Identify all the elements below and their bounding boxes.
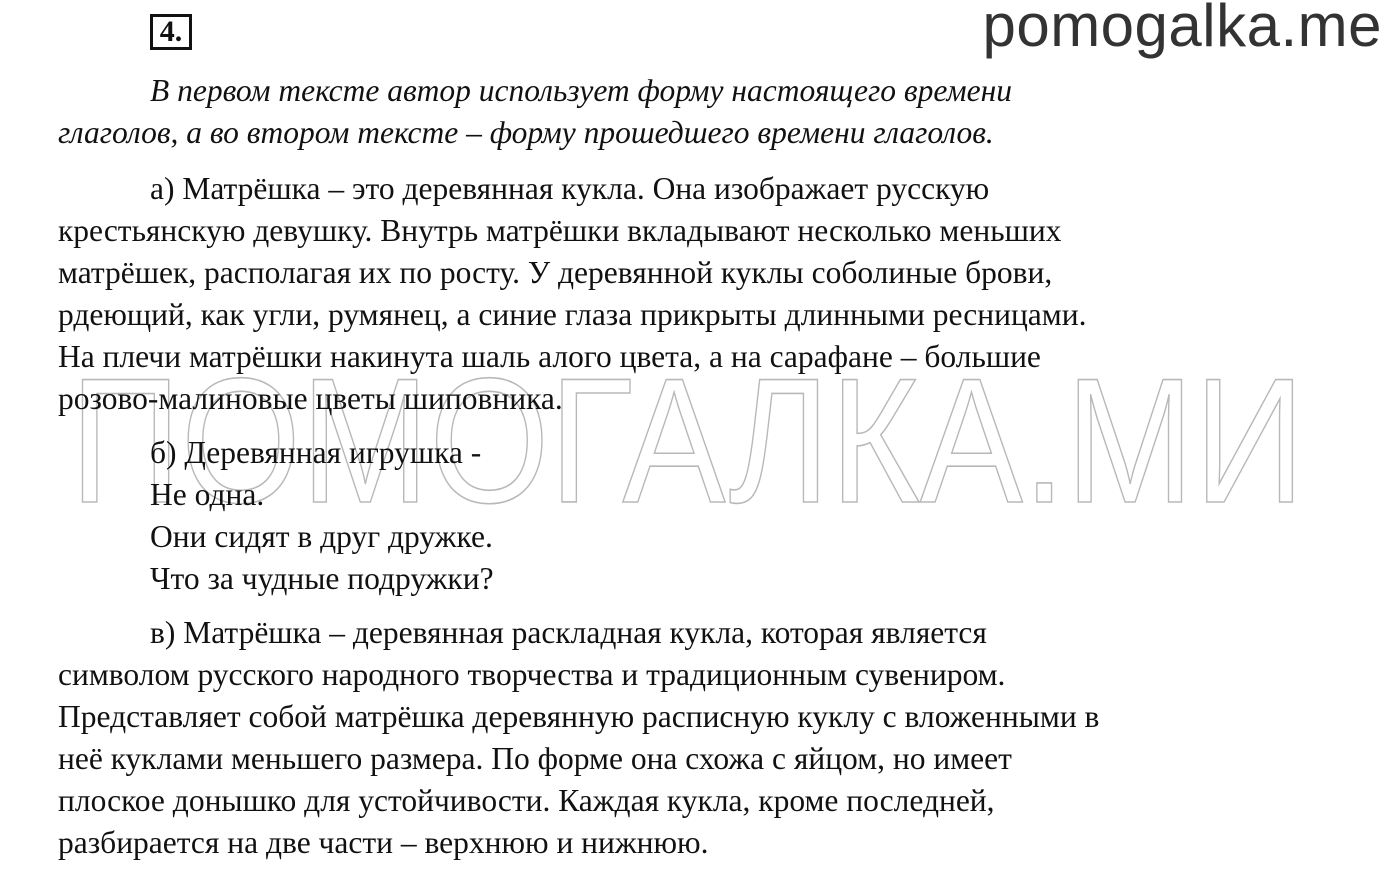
intro-paragraph — [58, 70, 1358, 154]
part-a-line: На плечи матрёшки накинута шаль алого цвета, а на сарафане – большие — [58, 339, 1041, 374]
intro-line: глаголов, а во втором тексте – форму прошедшего времени глаголов. — [58, 115, 994, 150]
answer-text — [58, 70, 1358, 864]
poem-line: Не одна. — [150, 477, 265, 512]
poem-line: Они сидят в друг дружке. — [150, 519, 493, 554]
site-label: pomogalka.me — [982, 0, 1382, 59]
poem-line: б) Деревянная игрушка - — [150, 435, 482, 470]
intro-line: В первом тексте автор использует форму настоящего времени — [150, 73, 1013, 108]
watermark-text: ПОМОГАЛКА.МИ — [70, 362, 1305, 522]
part-v-line: Представляет собой матрёшка деревянную расписную куклу с вложенными в — [58, 699, 1100, 734]
part-a-paragraph — [58, 168, 1358, 420]
part-a-line: а) Матрёшка – это деревянная кукла. Она изображает русскую — [150, 171, 990, 206]
part-v-line: плоское донышко для устойчивости. Каждая кукла, кроме последней, — [58, 783, 995, 818]
part-v-line: символом русского народного творчества и традиционным сувениром. — [58, 657, 1006, 692]
part-v-line: неё куклами меньшего размера. По форме она схожа с яйцом, но имеет — [58, 741, 1012, 776]
part-b-poem — [58, 432, 1358, 600]
part-v-paragraph — [58, 612, 1358, 864]
part-a-line: крестьянскую девушку. Внутрь матрёшки вкладывают несколько меньших — [58, 213, 1062, 248]
task-number-badge: 4. — [150, 14, 192, 50]
part-v-line: разбирается на две части – верхнюю и нижнюю. — [58, 825, 709, 860]
part-a-line: матрёшек, располагая их по росту. У деревянной куклы соболиные брови, — [58, 255, 1053, 290]
part-v-line: в) Матрёшка – деревянная раскладная кукла, которая является — [150, 615, 987, 650]
poem-line: Что за чудные подружки? — [150, 561, 494, 596]
part-a-line: рдеющий, как угли, румянец, а синие глаза прикрыты длинными ресницами. — [58, 297, 1087, 332]
part-a-line: розово-малиновые цветы шиповника. — [58, 381, 563, 416]
